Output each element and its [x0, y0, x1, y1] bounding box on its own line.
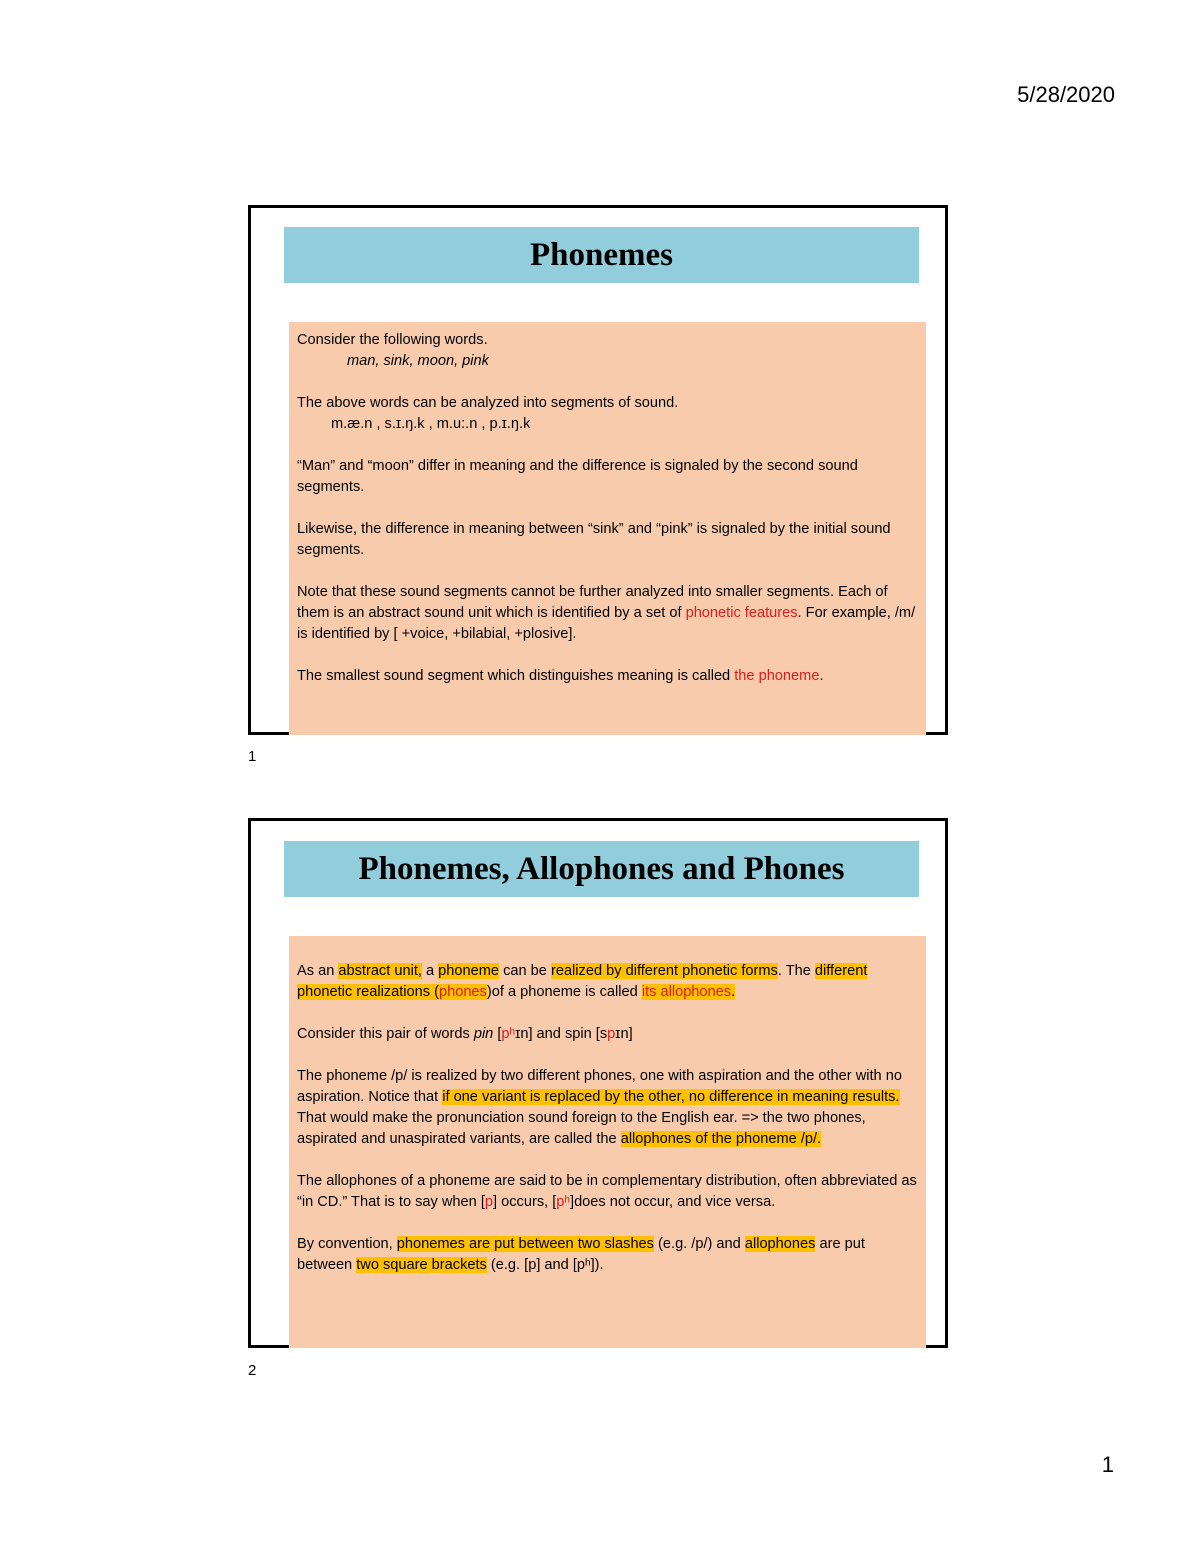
slide-1 [248, 205, 948, 735]
paragraph [297, 1171, 918, 1213]
paragraph [297, 1024, 918, 1045]
text: ] occurs, [ [493, 1194, 557, 1210]
text: )of a phoneme [486, 984, 581, 1000]
text: Consider the following words. [297, 332, 488, 348]
paragraph [297, 330, 918, 372]
page-number: 1 [1101, 1452, 1114, 1477]
highlight: different phonetic realizations ( [297, 963, 868, 1000]
slide-number: 1 [248, 748, 257, 765]
slide-2 [248, 818, 948, 1348]
text: . [819, 668, 824, 684]
highlight: if one variant is replaced by the other, no difference in meaning results. [442, 1089, 900, 1105]
phonetic-segments: m.æ.n , s.ɪ.ŋ.k , m.u:.n , p.ɪ.ŋ.k [331, 416, 531, 432]
text: Consider this pair of words [297, 1026, 474, 1042]
highlight-red: its allophones [641, 984, 732, 1000]
text: The above words can be analyzed into segments of sound. [297, 395, 679, 411]
text: ]does not occur, and vice versa. [570, 1194, 776, 1210]
example-words: man, sink, moon, pink [347, 353, 489, 369]
highlight: realized by different phonetic forms [550, 963, 778, 979]
text: . For example, /m/ is identified by [ +voice, +bilabial, +plosive]. [297, 605, 916, 642]
text: ɪn] and spin [s [515, 1026, 608, 1042]
highlight-red: phonetic features [685, 605, 798, 621]
highlight: phonemes are put between two slashes [396, 1236, 654, 1252]
highlight: allophones of the phoneme /p/. [620, 1131, 822, 1147]
text: ɪn] [615, 1026, 633, 1042]
paragraph [297, 582, 918, 645]
example-word: pin [473, 1026, 494, 1042]
text: a [421, 963, 439, 979]
text: The phoneme /p/ is realized by two different phones, one with aspiration and the other with no aspiration. Notice that [297, 1068, 902, 1105]
page-date: 5/28/2020 [1017, 82, 1115, 107]
text: are put between [297, 1236, 865, 1273]
paragraph: “Man” and “moon” differ in meaning and the difference is signaled by the second sound segments. [297, 458, 858, 495]
slide-number: 2 [248, 1362, 257, 1379]
highlight: phoneme [438, 963, 500, 979]
text: can be [499, 963, 551, 979]
slide-title: Phonemes [284, 227, 919, 283]
text: (e.g. /p/) and [653, 1236, 745, 1252]
slide-body [289, 322, 926, 735]
highlight-red: p [484, 1194, 494, 1210]
text: The allophones of a phoneme are said to be in complementary distribution, often abbreviated as “in CD.” That is to say when [ [297, 1173, 917, 1210]
highlight: allophones [744, 1236, 816, 1252]
highlight: two square brackets [356, 1257, 487, 1273]
highlight: abstract unit, [338, 963, 422, 979]
slide-title: Phonemes, Allophones and Phones [284, 841, 919, 897]
text: [ [493, 1026, 502, 1042]
highlight-red: phones [438, 984, 487, 1000]
text: . The [777, 963, 815, 979]
highlight-red: pʰ [556, 1194, 571, 1210]
paragraph: Likewise, the difference in meaning between “sink” and “pink” is signaled by the initial sound segments. [297, 521, 891, 558]
text: Note that these sound segments cannot be further analyzed into smaller segments. Each of them is an abstract sound unit which is identified by a set of [297, 584, 888, 621]
highlight: . [731, 984, 736, 1000]
slide-body [289, 936, 926, 1348]
paragraph [297, 1234, 918, 1276]
paragraph [297, 666, 918, 687]
text: As an [297, 963, 339, 979]
text: That would make the pronunciation sound foreign to the English ear. => the two phones, aspirated and unaspirated variants, are called the [297, 1110, 866, 1147]
text: (e.g. [p] and [pʰ]). [486, 1257, 604, 1273]
paragraph [297, 961, 918, 1003]
highlight-red: pʰ [501, 1026, 516, 1042]
highlight-red: p [607, 1026, 616, 1042]
text: The smallest sound segment which distinguishes meaning is called [297, 668, 735, 684]
highlight-red: the phoneme [734, 668, 820, 684]
paragraph [297, 393, 918, 435]
text: By convention, [297, 1236, 397, 1252]
paragraph [297, 1066, 918, 1150]
text: is called [580, 984, 642, 1000]
